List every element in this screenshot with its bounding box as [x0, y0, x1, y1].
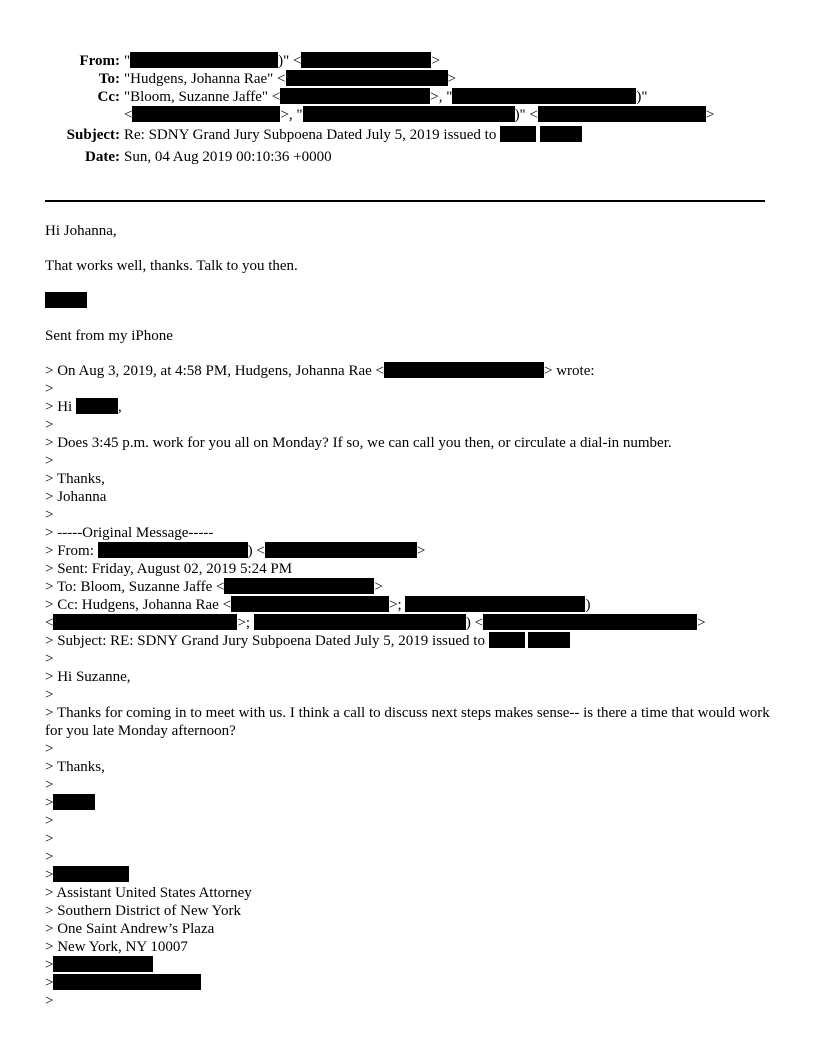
cc2-separator-2: )" <	[514, 107, 538, 123]
from-separator: )" <	[278, 53, 302, 69]
quote-line: > Cc: Hudgens, Johanna Rae < >; )	[45, 597, 591, 613]
quote-line: >	[45, 507, 54, 523]
quote-line: >	[45, 381, 54, 397]
reply-line: That works well, thanks. Talk to you then.	[45, 258, 298, 274]
from-row	[0, 52, 816, 70]
quote-paragraph: > Thanks for coming in to meet with us. I think a call to discuss next steps makes sense-- is there a time that would work for you late Monday afternoon?	[45, 705, 770, 739]
redaction-block	[303, 106, 515, 122]
quote-line: >	[45, 956, 770, 974]
redaction-block	[538, 106, 706, 122]
quote-line: > Hi Suzanne,	[45, 669, 131, 685]
email-header	[0, 52, 816, 166]
quote-line: >	[45, 974, 770, 992]
subject-label: Subject:	[66, 127, 120, 143]
cc-end: )"	[636, 89, 648, 105]
quote-line: >	[45, 453, 54, 469]
redaction-block	[53, 794, 95, 810]
quote-line: >	[45, 849, 54, 865]
cc-label: Cc:	[97, 89, 120, 105]
redaction-block	[301, 52, 431, 68]
redaction-block	[53, 974, 201, 990]
quote-line: >	[45, 831, 54, 847]
quote-line: < >; ) < >	[45, 615, 706, 631]
redaction-block	[265, 542, 417, 558]
quote-line: > From: ) < >	[45, 543, 426, 559]
redaction-block	[500, 126, 536, 142]
signature-title: > Assistant United States Attorney	[45, 885, 252, 901]
quote-line: > Does 3:45 p.m. work for you all on Monday? If so, we can call you then, or circulate a dial-in number.	[45, 435, 672, 451]
quote-line: > Thanks,	[45, 759, 105, 775]
redaction-block	[254, 614, 466, 630]
subject-row	[0, 126, 816, 144]
cc2-separator: >, "	[280, 107, 303, 123]
redaction-block	[483, 614, 697, 630]
redaction-block	[224, 578, 374, 594]
quote-line: > On Aug 3, 2019, at 4:58 PM, Hudgens, Johanna Rae < > wrote:	[45, 363, 595, 379]
redaction-block	[132, 106, 280, 122]
quote-line: >	[45, 866, 770, 884]
subject-text: Re: SDNY Grand Jury Subpoena Dated July 5, 2019 issued to	[124, 127, 497, 143]
redaction-block	[45, 292, 87, 308]
date-row	[0, 148, 816, 166]
date-value: Sun, 04 Aug 2019 00:10:36 +0000	[124, 149, 332, 165]
redaction-block	[231, 596, 389, 612]
quote-line: > -----Original Message-----	[45, 525, 214, 541]
redaction-block	[540, 126, 582, 142]
quote-line: > Sent: Friday, August 02, 2019 5:24 PM	[45, 561, 293, 577]
quote-line: >	[45, 687, 54, 703]
from-close: >	[431, 53, 440, 69]
redaction-block	[384, 362, 544, 378]
quote-line: > To: Bloom, Suzanne Jaffe < >	[45, 579, 383, 595]
quote-line: > Subject: RE: SDNY Grand Jury Subpoena Dated July 5, 2019 issued to	[45, 632, 770, 650]
greeting: Hi Johanna,	[45, 223, 117, 239]
to-name: "Hudgens, Johanna Rae" <	[124, 71, 286, 87]
quote-line: > Thanks,	[45, 471, 105, 487]
to-close: >	[447, 71, 456, 87]
redaction-block	[53, 956, 153, 972]
cc-separator: >, "	[430, 89, 453, 105]
cc-row	[0, 88, 816, 106]
quote-line: >	[45, 741, 54, 757]
redaction-block	[130, 52, 278, 68]
redaction-block	[280, 88, 430, 104]
redaction-block	[98, 542, 248, 558]
header-divider	[45, 200, 765, 202]
sent-from: Sent from my iPhone	[45, 328, 173, 344]
quote-line: >	[45, 813, 54, 829]
cc2-close: >	[705, 107, 715, 123]
redaction-block	[452, 88, 636, 104]
quote-line: > Johanna	[45, 489, 107, 505]
cc-name: "Bloom, Suzanne Jaffe" <	[124, 89, 281, 105]
date-label: Date:	[85, 149, 120, 165]
cc2-open: <	[124, 107, 133, 123]
signature-district: > Southern District of New York	[45, 903, 241, 919]
redaction-block	[489, 632, 525, 648]
redaction-block	[76, 398, 118, 414]
quote-line: > Hi ,	[45, 399, 122, 415]
redaction-block	[53, 866, 129, 882]
quote-line: >	[45, 993, 54, 1009]
signature-city: > New York, NY 10007	[45, 939, 188, 955]
quote-line: >	[45, 651, 54, 667]
email-body	[45, 222, 770, 1010]
redaction-block	[528, 632, 570, 648]
to-row	[0, 70, 816, 88]
signature-address: > One Saint Andrew’s Plaza	[45, 921, 215, 937]
from-quote: "	[124, 53, 131, 69]
quote-line: >	[45, 417, 54, 433]
redaction-block	[53, 614, 237, 630]
to-label: To:	[98, 71, 120, 87]
quote-line: >	[45, 777, 54, 793]
redaction-block	[286, 70, 448, 86]
cc-row-continued	[0, 106, 816, 124]
from-label: From:	[79, 53, 120, 69]
quote-line: >	[45, 794, 770, 812]
redaction-block	[405, 596, 585, 612]
